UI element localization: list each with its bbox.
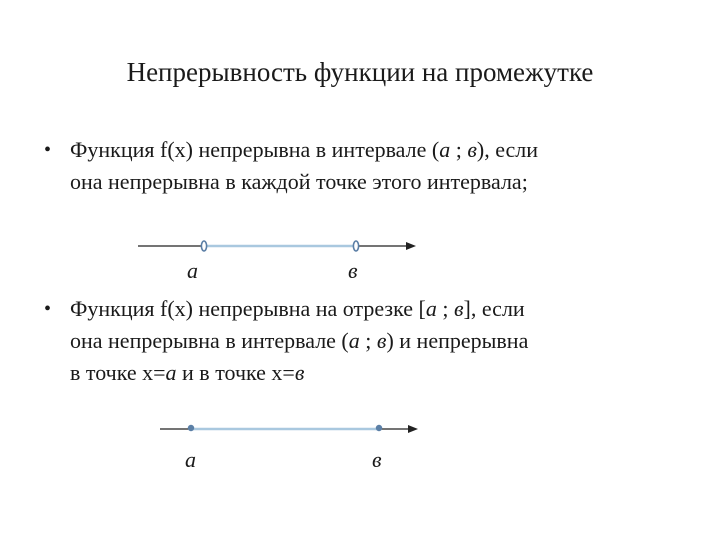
bullet-line [70, 293, 690, 325]
text-fragment: ; [359, 328, 377, 353]
point-label-b: в [372, 447, 382, 472]
bullet-line [70, 134, 690, 166]
bullet-interval [44, 134, 684, 200]
text-fragment: ; [436, 296, 454, 321]
bullet-line: она непрерывна в каждой точке этого интервала; [70, 169, 528, 194]
variable-b: в [294, 360, 305, 385]
bullet-line [70, 325, 690, 357]
variable-b: в [376, 328, 387, 353]
bullet-marker: • [44, 139, 52, 161]
variable-a: а [348, 328, 360, 353]
variable-b: в [467, 137, 477, 162]
text-fragment: ) и непрерывна [386, 328, 529, 353]
point-label-a: а [185, 447, 196, 472]
open-point-a [201, 241, 206, 251]
point-label-a: а [187, 258, 198, 283]
filled-point-b [376, 425, 382, 431]
open-point-b [353, 241, 358, 251]
bullet-text [70, 293, 690, 389]
variable-a: а [439, 137, 451, 162]
text-fragment: в точке х= [70, 360, 166, 385]
text-fragment: ), если [476, 137, 539, 162]
variable-a: а [165, 360, 177, 385]
text-fragment: она непрерывна в интервале ( [70, 328, 349, 353]
bullet-segment [44, 293, 684, 391]
text-fragment: ; [450, 137, 468, 162]
text-fragment: и в точке х= [176, 360, 295, 385]
text-fragment: Функция f(x) непрерывна на отрезке [ [70, 296, 426, 321]
filled-point-a [188, 425, 194, 431]
slide-title: Непрерывность функции на промежутке [126, 57, 594, 87]
text-fragment: Функция f(x) непрерывна в интервале ( [70, 137, 440, 162]
variable-b: в [453, 296, 464, 321]
text-fragment: ], если [463, 296, 525, 321]
arrow-head-icon [408, 425, 418, 433]
arrow-head-icon [406, 242, 416, 250]
bullet-marker: • [44, 298, 52, 320]
variable-a: а [425, 296, 437, 321]
bullet-line [70, 357, 690, 389]
bullet-text [70, 134, 690, 198]
point-label-b: в [348, 258, 358, 283]
